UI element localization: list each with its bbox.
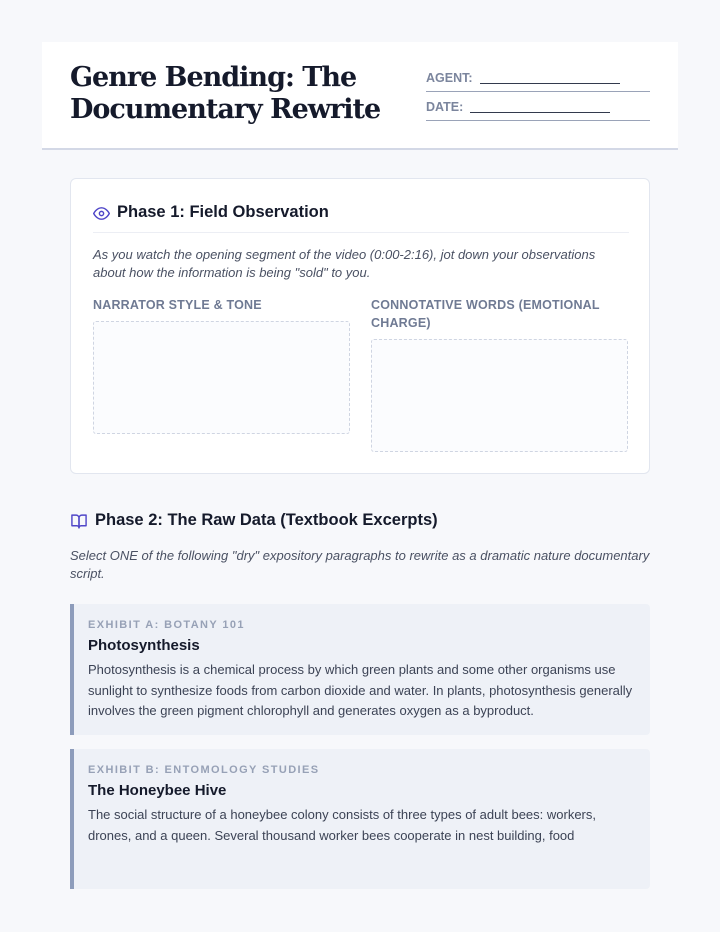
exhibit-card[interactable] [70, 749, 650, 889]
phase2-header [70, 510, 650, 534]
agent-blank-line [480, 83, 620, 84]
worksheet-header [42, 42, 678, 150]
date-label: DATE: [426, 100, 464, 114]
agent-field[interactable] [426, 67, 650, 92]
connotative-words-input-box[interactable] [371, 339, 628, 452]
narrator-style-label: NARRATOR STYLE & TONE [93, 298, 262, 312]
phase1-instructions: As you watch the opening segment of the video (0:00-2:16), jot down your observations about how the information is being "sold" to you. [93, 247, 596, 280]
exhibit-title: The Honeybee Hive [88, 782, 227, 799]
exhibit-body: The social structure of a honeybee colony consists of three types of adult bees: workers, drones, and a queen. Several thousand worker bees cooperate in nest building, food [88, 807, 596, 843]
agent-label: AGENT: [426, 71, 473, 85]
exhibit-title: Photosynthesis [88, 637, 200, 654]
phase2-instructions: Select ONE of the following "dry" expository paragraphs to rewrite as a dramatic nature documentary script. [70, 548, 650, 581]
exhibit-label: EXHIBIT B: ENTOMOLOGY STUDIES [88, 764, 320, 776]
phase1-card [70, 178, 650, 474]
narrator-style-input-box[interactable] [93, 321, 350, 434]
date-blank-line [470, 112, 610, 113]
phase2-title: Phase 2: The Raw Data (Textbook Excerpts) [95, 511, 438, 529]
date-field[interactable] [426, 96, 650, 121]
eye-icon [93, 205, 110, 222]
phase1-header [93, 201, 629, 233]
page-title: Genre Bending: The Documentary Rewrite [70, 62, 381, 125]
connotative-words-label: CONNOTATIVE WORDS (EMOTIONAL CHARGE) [371, 298, 600, 330]
exhibit-label: EXHIBIT A: BOTANY 101 [88, 619, 245, 631]
exhibit-card[interactable] [70, 604, 650, 735]
book-icon [70, 513, 88, 530]
exhibit-body: Photosynthesis is a chemical process by which green plants and some other organisms use sunlight to synthesize foods from carbon dioxide and water. In plants, photosynthesis generally involves the green pigment chlorophyll and generates oxygen as a byproduct. [88, 662, 633, 718]
phase1-title: Phase 1: Field Observation [117, 203, 329, 221]
